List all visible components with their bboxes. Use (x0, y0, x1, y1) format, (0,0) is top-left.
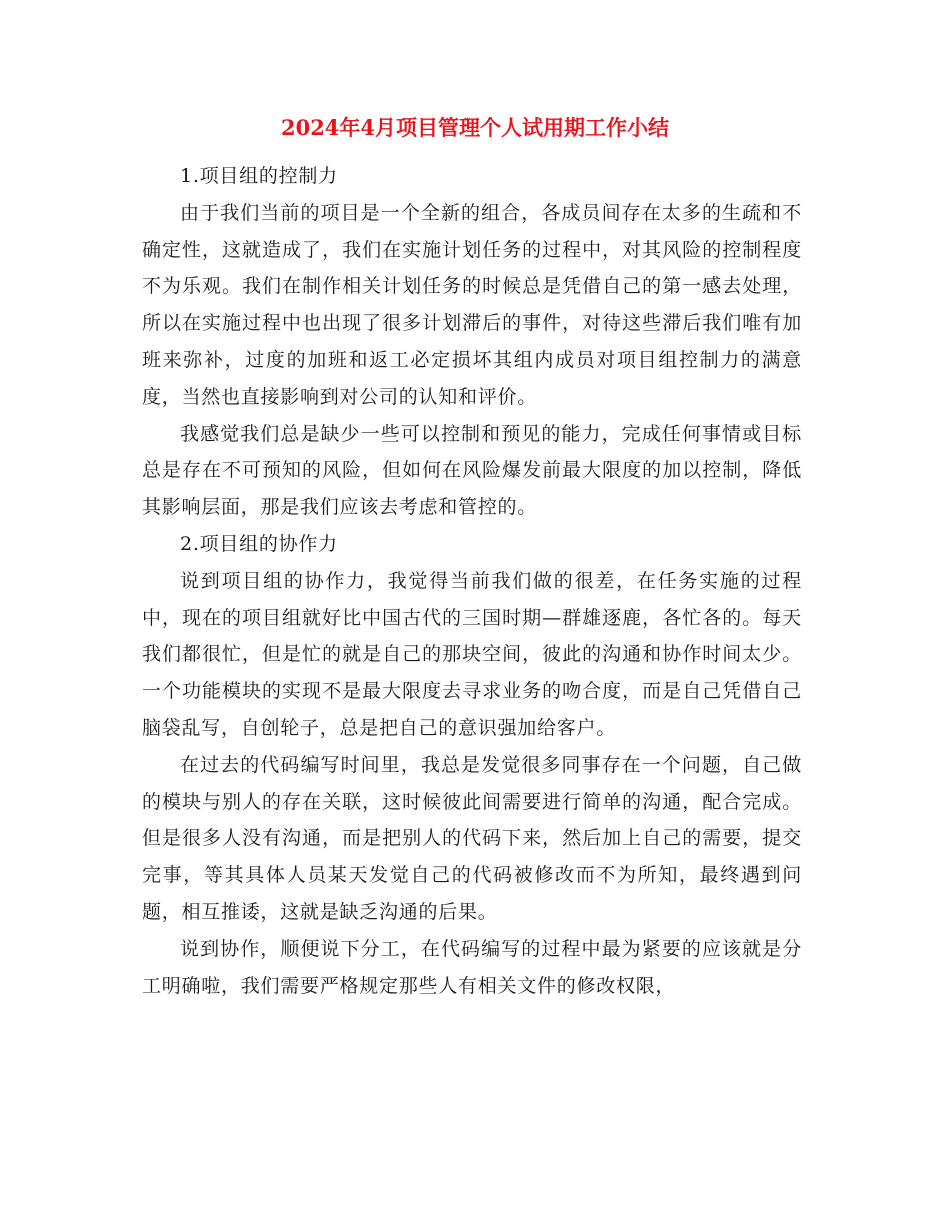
paragraph: 由于我们当前的项目是一个全新的组合，各成员间存在太多的生疏和不确定性，这就造成了，我们在实施计划任务的过程中，对其风险的控制程度不为乐观。我们在制作相关计划任务的时候总是凭借自己的第一感去处理，所以在实施过程中也出现了很多计划滞后的事件，对待这些滞后我们唯有加班来弥补，过度的加班和返工必定损坏其组内成员对项目组控制力的满意度，当然也直接影响到对公司的认知和评价。 (142, 201, 802, 408)
section-heading-collaboration: 2.项目组的协作力 (180, 532, 338, 555)
paragraph: 说到项目组的协作力，我觉得当前我们做的很差，在任务实施的过程中，现在的项目组就好比中国古代的三国时期—群雄逐鹿，各忙各的。每天我们都很忙，但是忙的就是自己的那块空间，彼此的沟通和协作时间太少。一个功能模块的实现不是最大限度去寻求业务的吻合度，而是自己凭借自己脑袋乱写，自创轮子，总是把自己的意识强加给客户。 (142, 569, 802, 739)
document-title: 2024年4月项目管理个人试用期工作小结 (280, 115, 670, 140)
document-body (142, 158, 802, 1004)
paragraph: 说到协作，顺便说下分工，在代码编写的过程中最为紧要的应该就是分工明确啦，我们需要严格规定那些人有相关文件的修改权限， (142, 937, 802, 997)
section-heading-control: 1.项目组的控制力 (180, 165, 338, 187)
paragraph: 在过去的代码编写时间里，我总是发觉很多同事存在一个问题，自己做的模块与别人的存在关联，这时候彼此间需要进行简单的沟通，配合完成。但是很多人没有沟通，而是把别人的代码下来，然后加上自己的需要，提交完事，等其具体人员某天发觉自己的代码被修改而不为所知，最终遇到问题，相互推诿，这就是缺乏沟通的后果。 (142, 753, 802, 923)
paragraph: 我感觉我们总是缺少一些可以控制和预见的能力，完成任何事情或目标总是存在不可预知的风险，但如何在风险爆发前最大限度的加以控制，降低其影响层面，那是我们应该去考虑和管控的。 (142, 422, 802, 519)
